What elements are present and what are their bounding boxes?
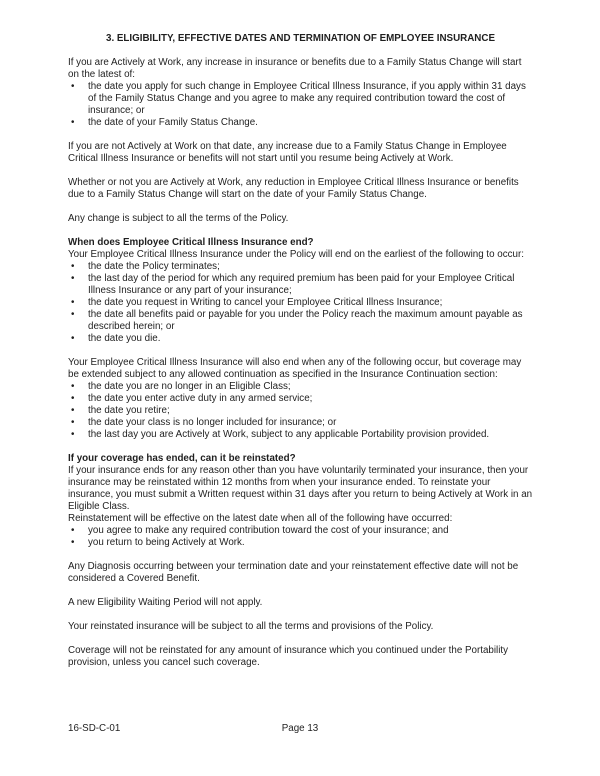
paragraph-subject-to-policy: Any change is subject to all the terms of the Policy.	[68, 213, 289, 224]
bullet-item: • the date your class is no longer included for insurance; or	[68, 417, 533, 429]
paragraph-reinstated-terms: Your reinstated insurance will be subject to all the terms and provisions of the Policy.	[68, 621, 434, 632]
bullet-item: • the date you die.	[68, 333, 533, 345]
paragraph-also-end-intro: Your Employee Critical Illness Insurance will also end when any of the following occur, but coverage may be extended subject to any allowed continuation as specified in the Insurance Continuation section:	[68, 357, 522, 380]
bullet-item: • the last day you are Actively at Work, subject to any applicable Portability provision provided.	[68, 429, 533, 441]
paragraph-termination-intro: Your Employee Critical Illness Insurance under the Policy will end on the earliest of the following to occur:	[68, 249, 524, 260]
section-heading-termination: When does Employee Critical Illness Insurance end?	[68, 237, 314, 248]
bullet-item: • the date you enter active duty in any armed service;	[68, 393, 533, 405]
bullet-item: • the date of your Family Status Change.	[68, 117, 533, 129]
paragraph-diagnosis: Any Diagnosis occurring between your termination date and your reinstatement effective date will not be considered a Covered Benefit.	[68, 561, 519, 584]
section-heading-reinstatement: If your coverage has ended, can it be reinstated?	[68, 453, 296, 464]
bullet-item: • the date you are no longer in an Eligible Class;	[68, 381, 533, 393]
bullet-item: • the date all benefits paid or payable for you under the Policy reach the maximum amount payable as described herein; or	[68, 309, 533, 333]
paragraph-reinstatement-intro: If your insurance ends for any reason other than you have voluntarily terminated your insurance, then your insurance may be reinstated within 12 months from when your insurance ended. To reinstate your insurance, you must submit a Written request within 31 days after you return to being Actively at Work in an Eligible Class.	[68, 465, 533, 512]
bullet-item: • the date you request in Writing to cancel your Employee Critical Illness Insurance;	[68, 297, 533, 309]
footer-doc-code: 16-SD-C-01	[68, 723, 121, 734]
bullet-list-family-status	[68, 81, 533, 129]
bullet-item: • the date you retire;	[68, 405, 533, 417]
bullet-list-also-end	[68, 381, 533, 441]
paragraph-portability: Coverage will not be reinstated for any amount of insurance which you continued under the Portability provision, unless you cancel such coverage.	[68, 645, 509, 668]
document-title: 3. ELIGIBILITY, EFFECTIVE DATES AND TERMINATION OF EMPLOYEE INSURANCE	[106, 33, 495, 44]
paragraph-reduction: Whether or not you are Actively at Work, any reduction in Employee Critical Illness Insurance or benefits due to a Family Status Change will start on the date of your Family Status Change.	[68, 177, 519, 200]
bullet-item: • you agree to make any required contribution toward the cost of your insurance; and	[68, 525, 533, 537]
bullet-item: • the date you apply for such change in Employee Critical Illness Insurance, if you apply within 31 days of the Family Status Change and you agree to make any required contribution toward the cost of insurance; or	[68, 81, 533, 117]
bullet-list-reinstatement	[68, 525, 533, 549]
bullet-item: • you return to being Actively at Work.	[68, 537, 533, 549]
paragraph-family-status-intro: If you are Actively at Work, any increase in insurance or benefits due to a Family Status Change will start on the latest of:	[68, 57, 522, 80]
paragraph-not-actively-at-work: If you are not Actively at Work on that date, any increase due to a Family Status Change in Employee Critical Illness Insurance or benefits will not start until you resume being Actively at Work.	[68, 141, 507, 164]
page-footer	[0, 723, 600, 737]
bullet-list-termination	[68, 261, 533, 345]
paragraph-reinstatement-effective: Reinstatement will be effective on the latest date when all of the following have occurred:	[68, 513, 453, 524]
paragraph-waiting-period: A new Eligibility Waiting Period will not apply.	[68, 597, 263, 608]
document-content	[68, 33, 533, 669]
footer-page-number: Page 13	[281, 723, 319, 734]
bullet-item: • the date the Policy terminates;	[68, 261, 533, 273]
bullet-item: • the last day of the period for which any required premium has been paid for your Employee Critical Illness Insurance or any part of your insurance;	[68, 273, 533, 297]
